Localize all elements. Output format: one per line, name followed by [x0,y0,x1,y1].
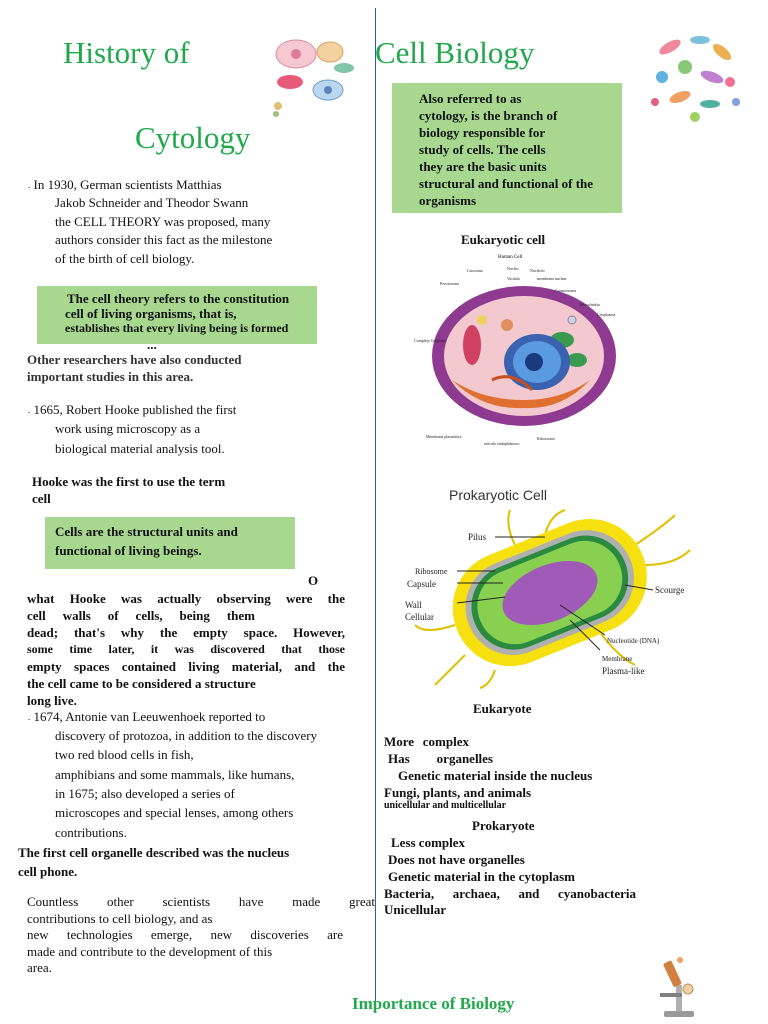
svg-text:Wall: Wall [405,600,422,610]
svg-text:Cellular: Cellular [405,612,434,622]
title-history-of: History of [63,35,190,70]
cells-box: Cells are the structural units and functional of living beings. [45,517,295,569]
prok-item: Less complex [391,835,466,850]
hooke-observation: what Hooke was actually observing were the cell walls of cells, being them dead; that's why the empty space. However, some time later, it was discovered that those empty spaces contained living material, and the the cell came to be considered a structure long live. [27,591,345,708]
svg-text:Vacúolo: Vacúolo [507,276,521,281]
other-researchers: Other researchers have also conducted important studies in this area. [27,352,242,384]
svg-text:Pilus: Pilus [468,532,487,542]
first-organelle: The first cell organelle described was the nucleus cell phone. [18,845,290,879]
svg-text:Citoplasma: Citoplasma [597,312,616,317]
bullet: . [28,405,31,415]
bullet: . [28,180,31,190]
svg-text:Capsule: Capsule [407,579,436,589]
intro-line: structural and functional of the [419,176,594,191]
o-mark: O [308,573,319,588]
svg-text:Mitocôndria: Mitocôndria [580,302,600,307]
intro-line: cytology, is the branch of [419,108,558,123]
prokaryotic-cell-diagram [395,505,695,690]
svg-text:Membrana plasmática: Membrana plasmática [426,434,462,439]
theory-box: The cell theory refers to the constitution cell of living organisms, that is, establishes that every living being is formed ... [37,286,317,344]
euk-item: More complex [384,734,469,749]
bullet: . [28,712,31,722]
prok-item: Bacteria, archaea, and cyanobacteria [384,886,636,901]
euk-item: unicellular and multicellular [384,800,507,811]
euk-label: Human Cell [498,255,523,260]
svg-text:Ribosome: Ribosome [415,567,448,576]
cells-clipart [268,38,360,118]
euk-item: Genetic material inside the nucleus [398,768,593,783]
svg-text:Nucleotide (DNA): Nucleotide (DNA) [607,637,660,645]
microscope-icon [650,955,702,1020]
svg-text:Nucleolo: Nucleolo [530,268,545,273]
countless-paragraph: Countless other scientists have made great contributions to cell biology, and as new technologies emerge, new discoveries are made and contribute to the development of this area. [27,894,375,975]
intro-line: organisms [419,193,477,208]
title-cytology: Cytology [135,120,251,155]
hooke-first: Hooke was the first to use the term cell [32,474,226,506]
title-cell-biology: Cell Biology [375,35,535,70]
prokaryote-heading: Prokaryote [472,818,535,833]
microbes-clipart [640,22,748,130]
eukaryotic-title: Eukaryotic cell [461,232,546,247]
svg-text:Lisosoma: Lisosoma [467,268,483,273]
svg-text:Nucleo: Nucleo [507,266,519,271]
euk-item: Fungi, plants, and animals [384,785,532,800]
intro-line: biology responsible for [419,125,546,140]
prok-item: Does not have organelles [388,852,525,867]
importance-heading: Importance of Biology [352,994,515,1013]
intro-line: Also referred to as [419,91,522,106]
eukaryote-heading: Eukaryote [473,701,532,716]
eukaryotic-cell-diagram [412,250,637,450]
euk-item: Has organelles [388,751,493,766]
svg-text:Peroxisoma: Peroxisoma [440,281,459,286]
prokaryotic-title: Prokaryotic Cell [449,487,548,503]
svg-text:Plasma-like: Plasma-like [602,666,645,676]
intro-line: study of cells. The cells [419,142,546,157]
intro-box [392,83,622,213]
prok-item: Genetic material in the cytoplasm [388,869,576,884]
svg-text:Membrane: Membrane [602,655,633,663]
svg-text:retículo endoplásmico: retículo endoplásmico [484,441,520,446]
svg-text:membrana nuclear: membrana nuclear [537,276,567,281]
prok-item: Unicellular [384,902,447,917]
svg-text:Ribossomo: Ribossomo [537,436,556,441]
intro-line: they are the basic units [419,159,547,174]
column-divider [375,8,376,1013]
svg-text:Complejo Golgiano: Complejo Golgiano [414,338,446,343]
svg-text:Scourge: Scourge [655,585,685,595]
svg-text:Cromossoma: Cromossoma [555,288,577,293]
